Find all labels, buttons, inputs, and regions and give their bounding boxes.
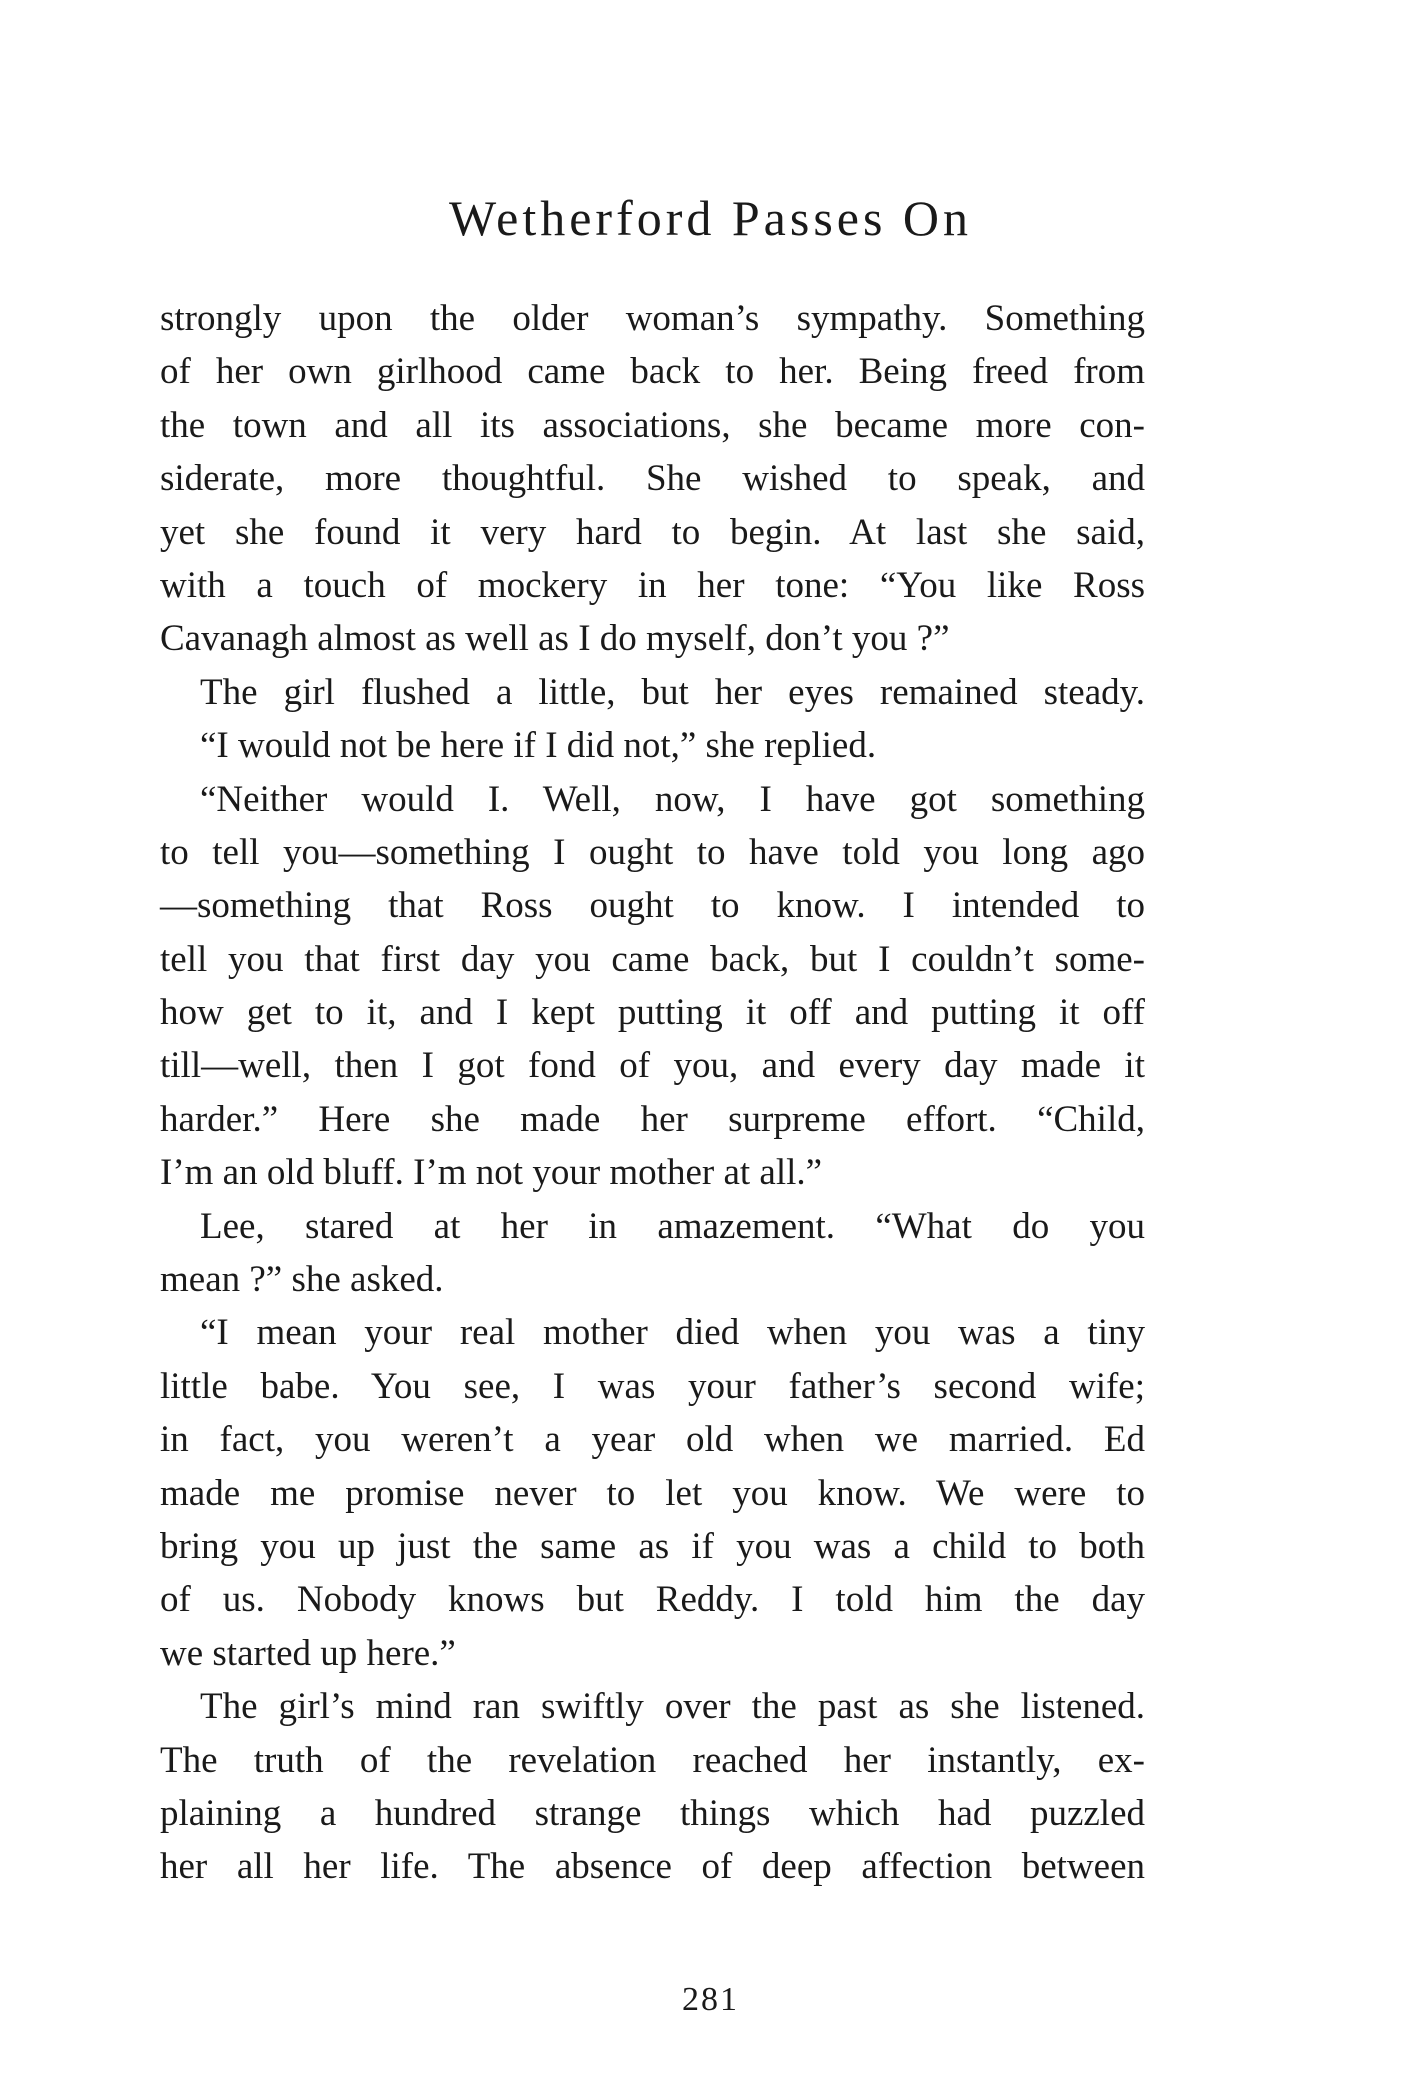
text-line: I’m an old bluff. I’m not your mother at all.” (160, 1152, 823, 1194)
text-line: to tell you—something I ought to have told you long ago (160, 831, 1145, 873)
text-line: the town and all its associations, she became more con- (160, 404, 1145, 446)
text-line: till—well, then I got fond of you, and every day made it (160, 1045, 1145, 1087)
text-line: yet she found it very hard to begin. At last she said, (160, 511, 1145, 553)
text-line: —something that Ross ought to know. I intended to (160, 885, 1145, 927)
text-line: how get to it, and I kept putting it off and putting it off (160, 992, 1145, 1034)
text-line: “Neither would I. Well, now, I have got something (200, 778, 1145, 820)
text-line: of her own girlhood came back to her. Being freed from (160, 351, 1145, 393)
text-line: The girl flushed a little, but her eyes remained steady. (200, 671, 1145, 713)
text-line: in fact, you weren’t a year old when we married. Ed (160, 1419, 1145, 1461)
text-line: made me promise never to let you know. We were to (160, 1472, 1145, 1514)
text-line: Cavanagh almost as well as I do myself, don’t you ?” (160, 618, 950, 660)
text-line: siderate, more thoughtful. She wished to speak, and (160, 458, 1145, 500)
running-head: Wetherford Passes On (448, 190, 973, 246)
text-line: “I mean your real mother died when you was a tiny (200, 1312, 1145, 1354)
text-line: “I would not be here if I did not,” she replied. (200, 725, 877, 767)
page-number: 281 (682, 1981, 739, 2018)
body-text (160, 292, 1145, 1894)
text-line: plaining a hundred strange things which had puzzled (160, 1792, 1145, 1834)
text-line: harder.” Here she made her surpreme effort. “Child, (160, 1098, 1145, 1140)
text-line: The truth of the revelation reached her instantly, ex- (160, 1739, 1145, 1781)
text-line: we started up here.” (160, 1632, 456, 1674)
text-line: little babe. You see, I was your father’s second wife; (160, 1365, 1145, 1407)
text-line: mean ?” she asked. (160, 1259, 444, 1301)
text-line: strongly upon the older woman’s sympathy. Something (160, 298, 1145, 339)
text-line: with a touch of mockery in her tone: “You like Ross (160, 564, 1145, 606)
text-line: bring you up just the same as if you was a child to both (160, 1525, 1145, 1567)
text-line: of us. Nobody knows but Reddy. I told him the day (160, 1579, 1145, 1621)
text-line: her all her life. The absence of deep affection between (160, 1846, 1145, 1888)
text-line: The girl’s mind ran swiftly over the past as she listened. (200, 1686, 1145, 1728)
text-line: Lee, stared at her in amazement. “What do you (200, 1205, 1145, 1247)
text-line: tell you that first day you came back, but I couldn’t some- (160, 938, 1145, 980)
